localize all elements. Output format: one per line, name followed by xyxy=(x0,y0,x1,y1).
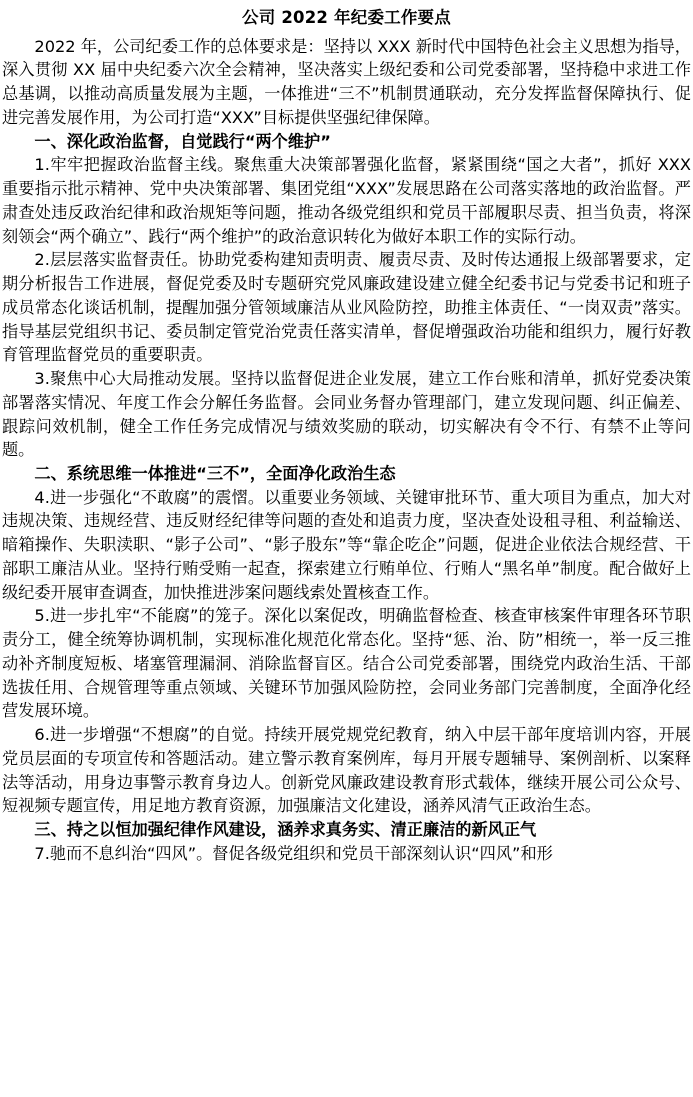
paragraph-2-4: 4.进一步强化“不敢腐”的震慴。以重要业务领域、关键审批环节、重大项目为重点，加大对违规决策、违规经营、违反财经纪律等问题的查处和追责力度，坚决查处设租寻租、利益输送、暗箱操作、失职渎职、“影子公司”、“影子股东”等“靠企吃企”问题，促进企业依法合规经营、干部职工廉洁从业。坚持行贿受贿一起查，探索建立行贿单位、行贿人“黑名单”制度。配合做好上级纪委开展审查调查，加快推进涉案问题线索处置核查工作。 xyxy=(2,487,691,602)
paragraph-1-2: 2.层层落实监督责任。协助党委构建知责明责、履责尽责、及时传达通报上级部署要求，定期分析报告工作进展，督促党委及时专题研究党风廉政建设建立健全纪委书记与党委书记和班子成员常态化谈话机制，提醒加强分管领域廉洁从业风险防控，助推主体责任、“一岗双责”落实。指导基层党组织书记、委员制定管党治党责任落实清单，督促增强政治功能和组织力，履行好教育管理监督党员的重要职责。 xyxy=(2,250,691,365)
paragraph-2-5: 5.进一步扎牢“不能腐”的笼子。深化以案促改，明确监督检查、核查审核案件审理各环节职责分工，健全统筹协调机制，实现标准化规范化常态化。坚持“惩、治、防”相统一，举一反三推动补齐制度短板、堵塞管理漏洞、消除监督盲区。结合公司党委部署，围绕党内政治生活、干部选拔任用、合规管理等重点领域、关键环节加强风险防控，会同业务部门完善制度，全面净化经营发展环境。 xyxy=(2,606,691,721)
paragraph-2-6: 6.进一步增强“不想腐”的自觉。持续开展党规党纪教育，纳入中层干部年度培训内容，开展党员层面的专项宣传和答题活动。建立警示教育案例库，每月开展专题辅导、案例剖析、以案释法等活动，用身边事警示教育身边人。创新党风廉政建设教育形式载体，继续开展公司公众号、短视频专题宣传，用足地方教育资源，加强廉洁文化建设，涵养风清气正政治生态。 xyxy=(2,725,691,816)
section-heading-2: 二、系统思维一体推进“三不”，全面净化政治生态 xyxy=(34,463,396,483)
paragraph-intro: 2022 年，公司纪委工作的总体要求是：坚持以 XXX 新时代中国特色社会主义思想为指导，深入贯彻 XX 届中央纪委六次全会精神，坚决落实上级纪委和公司党委部署，坚持稳中求进工作总基调，以推动高质量发展为主题，一体推进“三不”机制贯通联动，充分发挥监督保障执行、促进完善发展作用，为公司打造“XXX”目标提供坚强纪律保障。 xyxy=(2,36,691,127)
section-heading-3: 三、持之以恒加强纪律作风建设，涵养求真务实、清正廉洁的新风正气 xyxy=(34,819,537,839)
paragraph-1-3: 3.聚焦中心大局推动发展。坚持以监督促进企业发展，建立工作台账和清单，抓好党委决策部署落实情况、年度工作会分解任务监督。会同业务督办管理部门，建立发现问题、纠正偏差、跟踪问效机制，健全工作任务完成情况与绩效奖励的联动，切实解决有令不行、有禁不止等问题。 xyxy=(2,369,691,460)
paragraph-3-7: 7.驰而不息纠治“四风”。督促各级党组织和党员干部深刻认识“四风”和形 xyxy=(34,843,553,863)
section-heading-1: 一、深化政治监督，自觉践行“两个维护” xyxy=(34,131,331,151)
paragraph-1-1: 1.牢牢把握政治监督主线。聚焦重大决策部署强化监督，紧紧围绕“国之大者”，抓好 XXX 重要指示批示精神、党中央决策部署、集团党组“XXX”发展思路在公司落实落地的政治监督。严肃查处违反政治纪律和政治规矩等问题，推动各级党组织和党员干部履职尽责、担当负责，将深刻领会“两个确立”、践行“两个维护”的政治意识转化为做好本职工作的实际行动。 xyxy=(2,155,691,246)
page-title: 公司 2022 年纪委工作要点 xyxy=(242,8,451,27)
